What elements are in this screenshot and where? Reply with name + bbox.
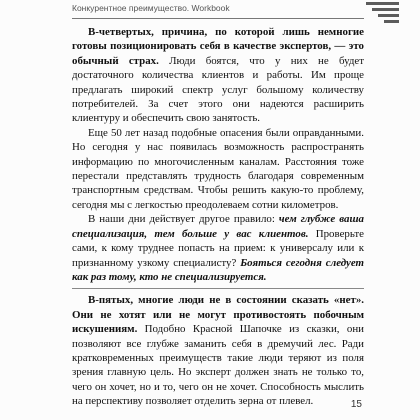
corner-bar [384, 20, 399, 23]
running-header: Конкурентное преимущество. Workbook [72, 3, 230, 13]
paragraph-lead-bold: В-четвертых, причина, по которой лишь немногие готовы позиционировать себя в качестве экспертов, — это обычный страх. [72, 26, 364, 67]
paragraph-fifth-reason [72, 293, 364, 408]
corner-bar [372, 8, 399, 11]
corner-stack-mark [366, 2, 399, 22]
section-divider [72, 288, 364, 289]
corner-bar [366, 2, 399, 5]
header-rule [72, 18, 364, 19]
paragraph-lead-bold: В-пятых, многие люди не в состоянии сказать «нет». Они не хотят или не могут противостоять побочным искушениям. [72, 294, 364, 336]
paragraph-fifty-years [72, 126, 364, 212]
corner-bar [378, 14, 399, 17]
paragraph-text: Проверьте сами, к кому труднее попасть на прием: к универсалу или к признанному узкому специалисту? [72, 227, 364, 269]
paragraph-text: Подобно Красной Шапочке из сказки, они позволяют все глубже заманить себя в дремучий лес. Ради кратковременных преимуществ такие люди теряют из поля зрения главную цель. Но эксперт должен знать не только то, чего он хочет, но и то, чего он не хочет. Способность мыслить на перспективу позволяет отделить зерна от плевел. [72, 323, 364, 408]
page-number: 15 [350, 399, 362, 410]
paragraph-rule [72, 212, 364, 284]
paragraph-fourth-reason [72, 25, 364, 126]
paragraph-text: В наши дни действует другое правило: [88, 213, 275, 226]
paragraph-emphasis: чем глубже ваша специализация, тем больше у вас клиентов. [72, 213, 364, 240]
paragraph-text: Люди боятся, что у них не будет достаточного количества клиентов и работы. Им проще предлагать широкий спектр услуг большому количеству потребителей. За счет этого они надеются расширить клиентуру и обеспечить свою занятость. [72, 54, 364, 125]
paragraph-text: Еще 50 лет назад подобные опасения были оправданными. Но сегодня у нас появилась возможность распространять информацию по многочисленным каналам. Расстояния тоже перестали представлять трудность благодаря современным транспортным средствам. Чтобы решить какую-то проблему, сегодня мы с легкостью преодолеваем сотни километров. [72, 126, 364, 211]
paragraph-emphasis: Бояться сегодня следует как раз тому, кто не специализируется. [72, 256, 365, 283]
